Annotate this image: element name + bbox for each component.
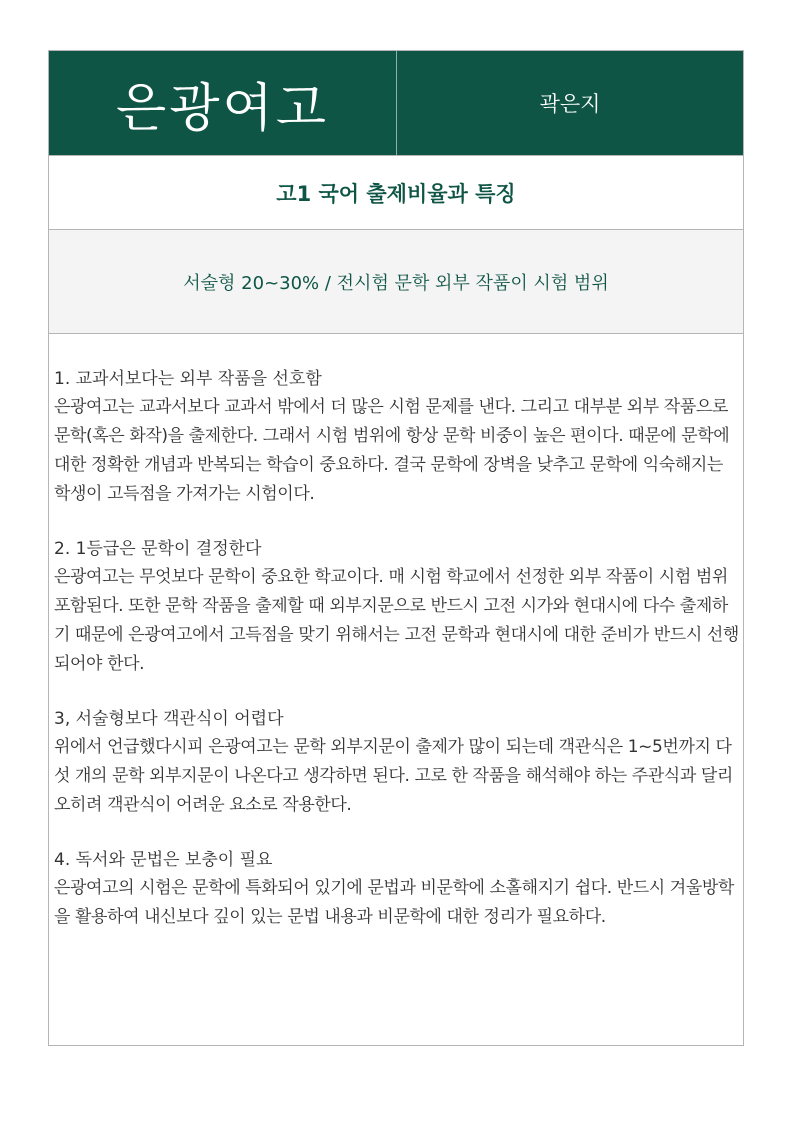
section-title: 1. 교과서보다는 외부 작품을 선호함 [54, 369, 322, 389]
author-name: 곽은지 [539, 92, 601, 116]
document-card [48, 50, 744, 1046]
section-3 [54, 706, 739, 820]
content-body [49, 334, 743, 932]
section-text: 은광여고의 시험은 문학에 특화되어 있기에 문법과 비문학에 소홀해지기 쉽다. 반드시 겨울방학을 활용하여 내신보다 깊이 있는 문법 내용과 비문학에 대한 정리가 필요하다. [54, 878, 734, 927]
section-2 [54, 536, 739, 679]
school-name: 은광여고 [49, 51, 397, 155]
header-banner [49, 51, 743, 156]
section-4 [54, 847, 739, 932]
exam-summary: 서술형 20~30% / 전시험 문학 외부 작품이 시험 범위 [49, 230, 743, 334]
section-text: 은광여고는 교과서보다 교과서 밖에서 더 많은 시험 문제를 낸다. 그리고 대부분 외부 작품으로 문학(혹은 화작)을 출제한다. 그래서 시험 범위에 항상 문학 비중이 높은 편이다. 때문에 문학에 대한 정확한 개념과 반복되는 학습이 중요하다. 결국 문학에 장벽을 낮추고 문학에 익숙해지는 학생이 고득점을 가져가는 시험이다. [54, 397, 730, 504]
section-title: 2. 1등급은 문학이 결정한다 [54, 539, 262, 559]
section-title: 3, 서술형보다 객관식이 어렵다 [54, 709, 284, 729]
section-text: 위에서 언급했다시피 은광여고는 문학 외부지문이 출제가 많이 되는데 객관식은 1~5번까지 다섯 개의 문학 외부지문이 나온다고 생각하면 된다. 고로 한 작품을 해석해야 하는 주관식과 달리 오히려 객관식이 어려운 요소로 작용한다. [54, 737, 733, 815]
section-title: 4. 독서와 문법은 보충이 필요 [54, 850, 273, 870]
subject-title: 고1 국어 출제비율과 특징 [49, 156, 743, 230]
section-1 [54, 366, 739, 509]
section-text: 은광여고는 무엇보다 문학이 중요한 학교이다. 매 시험 학교에서 선정한 외부 작품이 시험 범위 포함된다. 또한 문학 작품을 출제할 때 외부지문으로 반드시 고전 시가와 현대시에 다수 출제하기 때문에 은광여고에서 고득점을 맞기 위해서는 고전 문학과 현대시에 대한 준비가 반드시 선행되어야 한다. [54, 567, 739, 674]
